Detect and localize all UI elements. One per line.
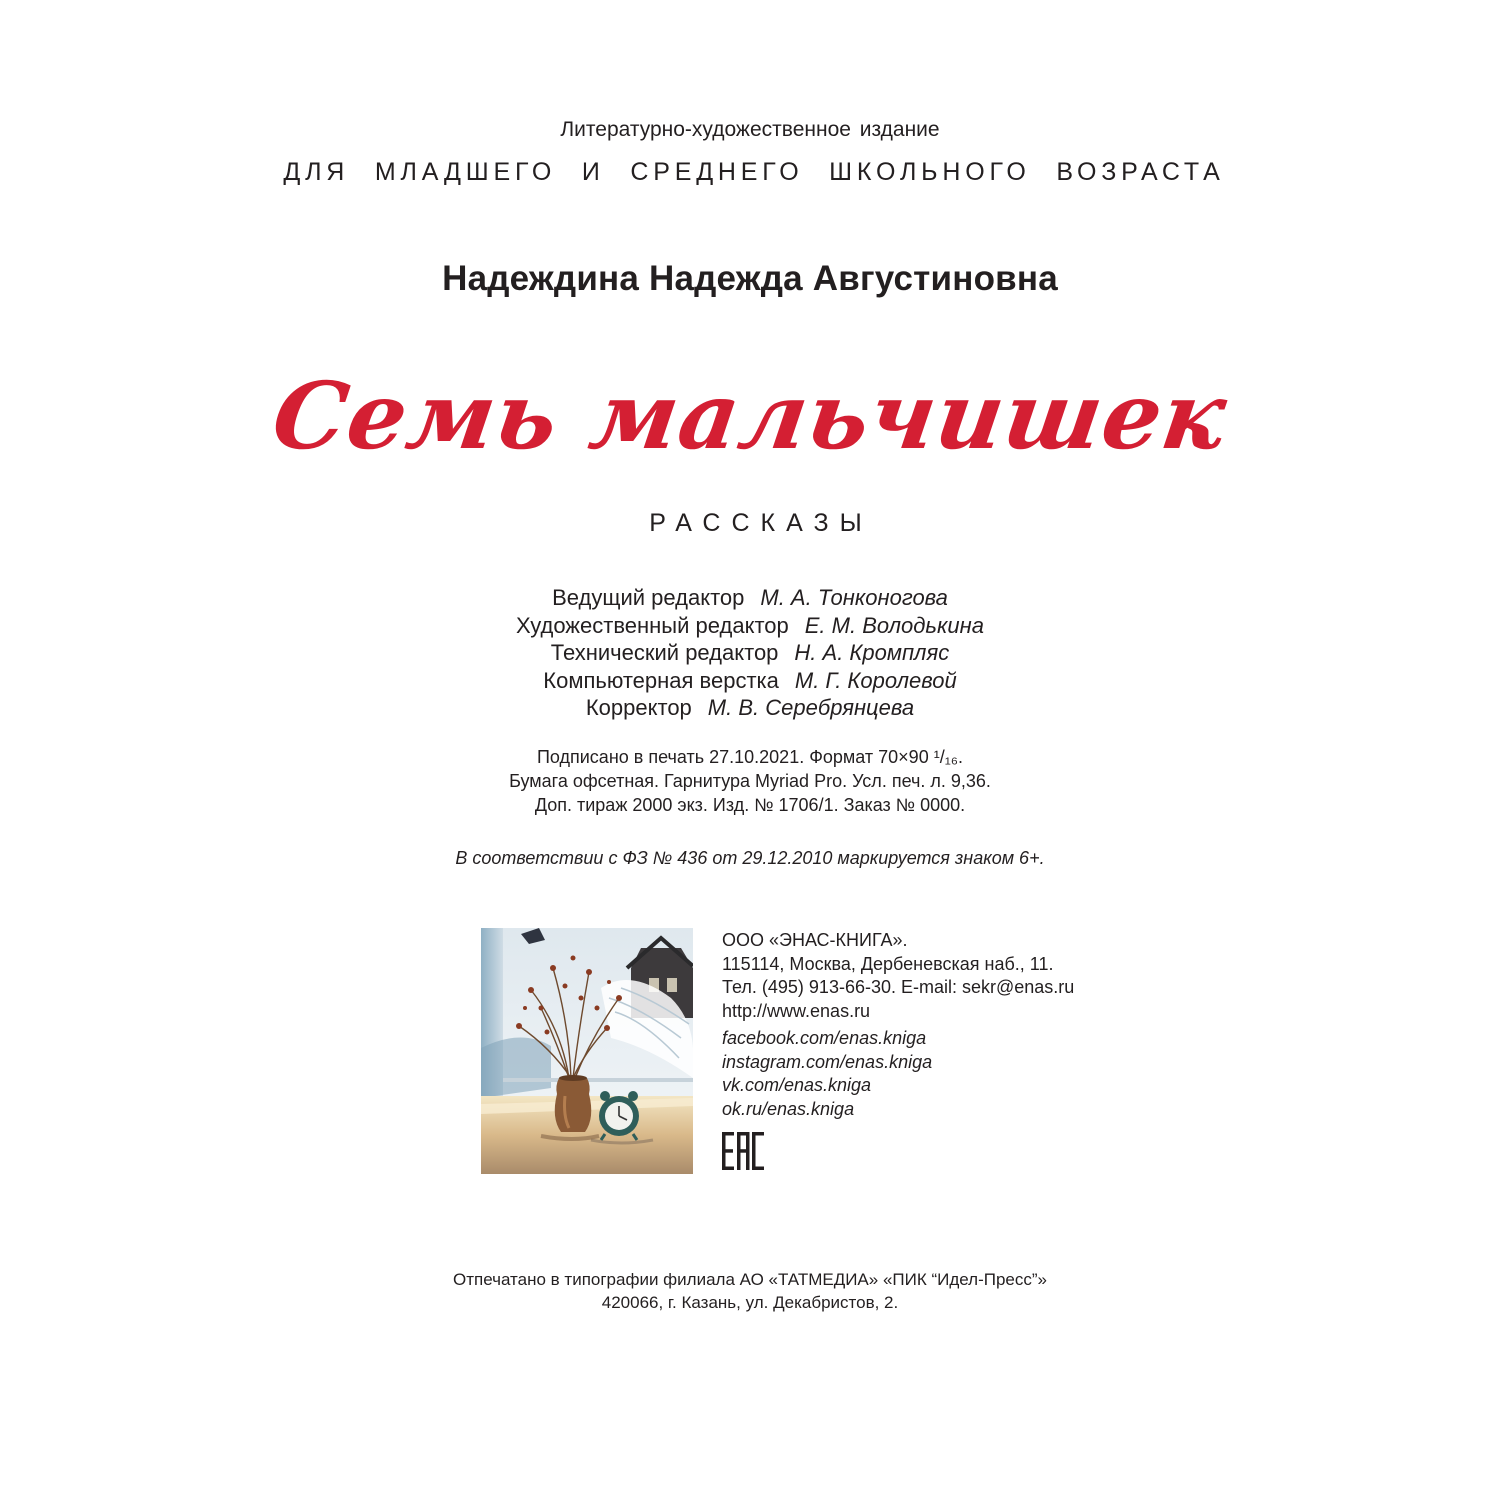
credit-lead-editor [0, 584, 1500, 612]
social-link-vk[interactable]: vk.com/enas.kniga [722, 1075, 872, 1095]
printer-info [0, 1268, 1500, 1314]
printer-line: Отпечатано в типографии филиала АО «ТАТМЕДИА» «ПИК “Идел-Пресс”» [453, 1270, 1047, 1289]
publisher-phone-email: Тел. (495) 913-66-30. E-mail: sekr@enas.ru [722, 977, 1075, 997]
printer-line: 420066, г. Казань, ул. Декабристов, 2. [601, 1293, 899, 1312]
cover-illustration [481, 928, 693, 1174]
eac-certification-icon [722, 1132, 764, 1170]
imprint-line: Бумага офсетная. Гарнитура Myriad Pro. Усл. печ. л. 9,36. [509, 771, 991, 791]
credit-person: Н. А. Кромпляс [794, 640, 950, 665]
publisher-name: ООО «ЭНАС-КНИГА». [722, 930, 908, 950]
edition-type: Литературно-художественное издание [560, 118, 940, 141]
social-link-instagram[interactable]: instagram.com/enas.kniga [722, 1051, 933, 1072]
genre-label: РАССКАЗЫ [649, 509, 873, 537]
credit-person: М. А. Тонконогова [760, 585, 948, 610]
credit-layout [0, 667, 1500, 695]
book-title: Семь мальчишек [266, 362, 1234, 470]
credit-role: Художественный редактор [516, 612, 789, 638]
social-links [722, 1027, 1074, 1121]
credit-person: М. В. Серебрянцева [707, 695, 915, 720]
audience-label: ДЛЯ МЛАДШЕГО И СРЕДНЕГО ШКОЛЬНОГО ВОЗРАСТА [283, 158, 1225, 186]
age-rating-notice: В соответствии с ФЗ № 436 от 29.12.2010 маркируется знаком 6+. [455, 848, 1045, 868]
credit-role: Технический редактор [550, 640, 779, 665]
credit-person: М. Г. Королевой [794, 667, 957, 693]
credits-block [0, 584, 1500, 722]
credit-role: Компьютерная верстка [543, 667, 779, 693]
imprint-block [0, 745, 1500, 817]
credit-role: Корректор [585, 695, 692, 720]
publisher-address: 115114, Москва, Дербеневская наб., 11. [722, 953, 1054, 974]
credit-role: Ведущий редактор [552, 585, 745, 610]
publisher-contacts [722, 929, 1074, 1121]
publisher-website[interactable]: http://www.enas.ru [722, 1000, 871, 1021]
social-link-facebook[interactable]: facebook.com/enas.kniga [722, 1028, 927, 1048]
credit-technical-editor [0, 639, 1500, 667]
credit-art-editor [0, 612, 1500, 640]
credit-person: Е. М. Володькина [804, 612, 984, 638]
imprint-line: Подписано в печать 27.10.2021. Формат 70×90 ¹/₁₆. [536, 747, 964, 767]
social-link-ok[interactable]: ok.ru/enas.kniga [722, 1098, 855, 1119]
imprint-line: Доп. тираж 2000 экз. Изд. № 1706/1. Заказ № 0000. [534, 795, 966, 815]
credit-proofreader [0, 694, 1500, 722]
author-name: Надеждина Надежда Августиновна [442, 259, 1058, 298]
